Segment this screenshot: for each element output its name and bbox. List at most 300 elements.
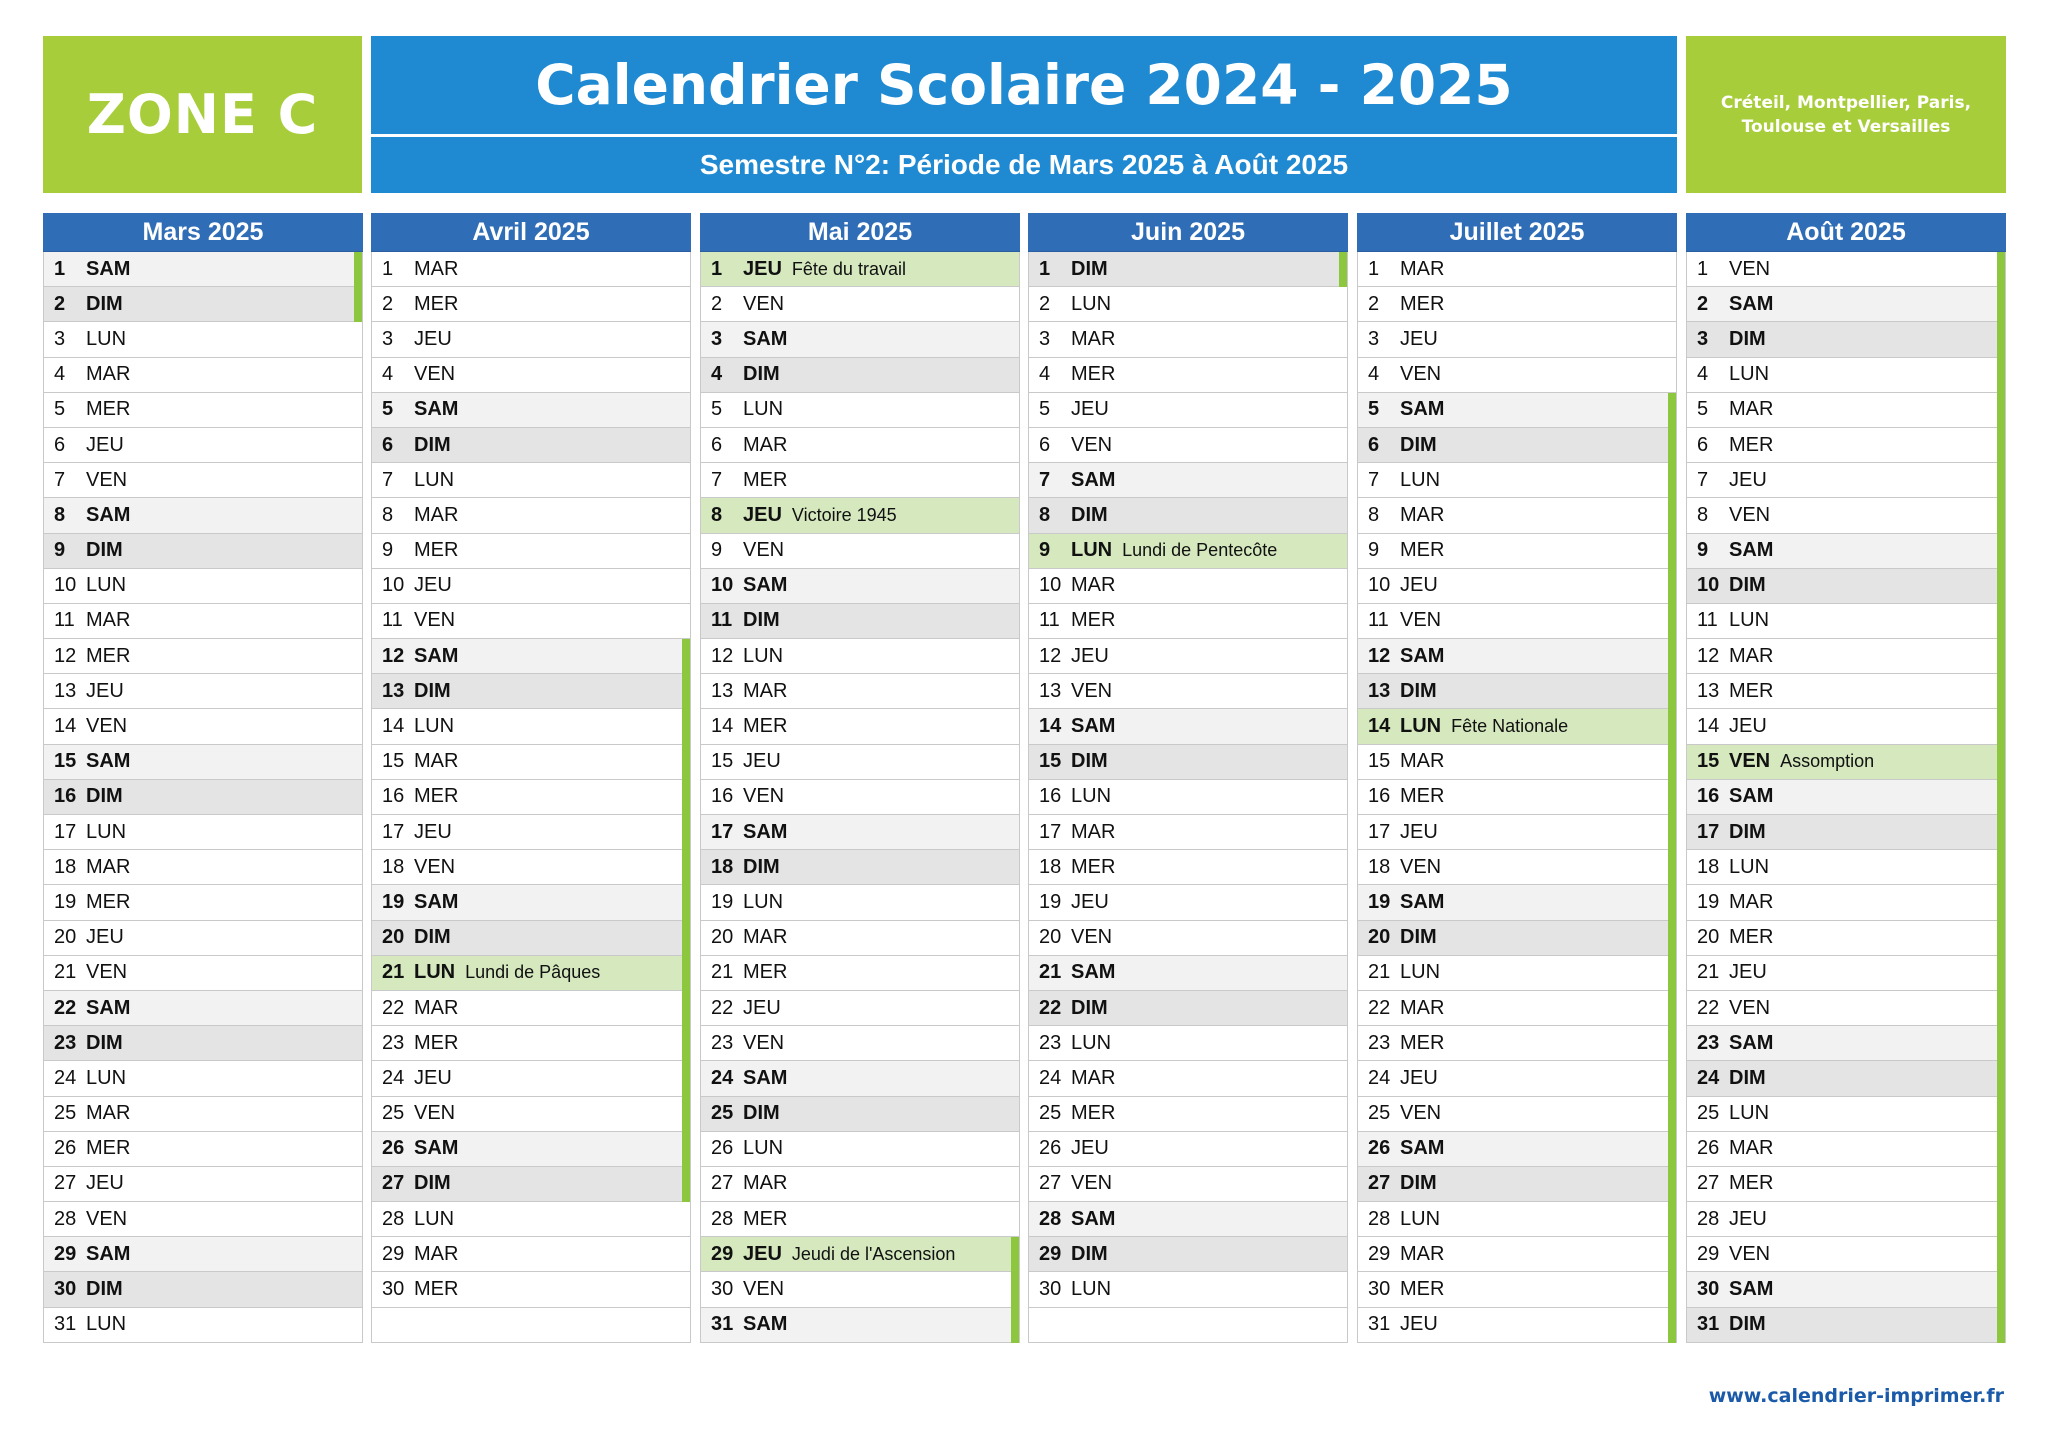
month-header: Mars 2025	[43, 213, 363, 252]
day-number: 7	[1368, 468, 1380, 491]
day-row	[371, 815, 691, 850]
day-row	[1028, 393, 1348, 428]
day-name: DIM	[1729, 820, 1766, 843]
day-name: MER	[1400, 1278, 1445, 1301]
day-row	[1028, 1237, 1348, 1272]
day-name: VEN	[1729, 257, 1771, 280]
day-name: MER	[86, 1137, 131, 1160]
vacation-marker	[1997, 1272, 2005, 1307]
day-number: 21	[1368, 961, 1391, 984]
vacation-marker	[1668, 1061, 1676, 1096]
day-name: SAM	[1729, 785, 1774, 808]
day-name: MAR	[86, 1102, 131, 1125]
day-number: 4	[382, 363, 394, 386]
day-name: DIM	[743, 363, 780, 386]
month-column	[1686, 213, 2006, 1343]
day-number: 28	[1697, 1207, 1720, 1230]
vacation-marker	[682, 921, 690, 956]
day-row	[1028, 534, 1348, 569]
day-number: 23	[1039, 1031, 1062, 1054]
day-row	[43, 498, 363, 533]
day-name: VEN	[1729, 1242, 1771, 1265]
day-name: LUN	[743, 890, 784, 913]
day-row	[371, 322, 691, 357]
day-number: 8	[1697, 503, 1709, 526]
vacation-marker	[682, 674, 690, 709]
day-name: JEU	[1729, 715, 1767, 738]
day-row	[1686, 498, 2006, 533]
day-name: VEN	[1400, 363, 1442, 386]
day-number: 8	[711, 503, 723, 526]
day-number: 29	[1039, 1242, 1062, 1265]
day-number: 9	[1368, 539, 1380, 562]
day-row	[371, 463, 691, 498]
day-number: 15	[382, 750, 405, 773]
vacation-marker	[1997, 569, 2005, 604]
day-row	[371, 1026, 691, 1061]
day-row	[1357, 956, 1677, 991]
day-row	[371, 956, 691, 991]
day-row	[700, 569, 1020, 604]
day-name: LUN	[1071, 785, 1112, 808]
day-row	[371, 850, 691, 885]
day-name: SAM	[414, 890, 459, 913]
day-row	[371, 569, 691, 604]
day-row	[371, 428, 691, 463]
day-row	[43, 534, 363, 569]
day-name: MER	[1071, 1102, 1116, 1125]
vacation-marker	[1997, 604, 2005, 639]
day-number: 6	[1697, 433, 1709, 456]
day-row	[700, 1097, 1020, 1132]
day-row	[1686, 463, 2006, 498]
day-number: 13	[1697, 679, 1720, 702]
day-name: MAR	[1729, 398, 1774, 421]
day-number: 7	[54, 468, 66, 491]
day-name: MAR	[1400, 996, 1445, 1019]
day-number: 10	[54, 574, 77, 597]
day-number: 6	[1368, 433, 1380, 456]
day-row	[1686, 569, 2006, 604]
day-name: SAM	[743, 820, 788, 843]
day-row	[1686, 1061, 2006, 1096]
day-row	[700, 1167, 1020, 1202]
day-name: LUN	[414, 715, 455, 738]
day-name: LUN	[86, 574, 127, 597]
day-number: 18	[711, 855, 734, 878]
vacation-marker	[682, 1026, 690, 1061]
day-name: LUN	[1071, 1278, 1112, 1301]
vacation-marker	[1997, 393, 2005, 428]
day-row	[1357, 1132, 1677, 1167]
day-name: JEU	[1729, 961, 1767, 984]
day-name: MER	[414, 1031, 459, 1054]
day-name: DIM	[414, 433, 451, 456]
day-name: LUN	[1400, 1207, 1441, 1230]
day-row	[43, 1308, 363, 1343]
day-number: 15	[1039, 750, 1062, 773]
month-header: Juillet 2025	[1357, 213, 1677, 252]
day-number: 25	[711, 1102, 734, 1125]
day-number: 1	[1368, 257, 1380, 280]
day-row	[700, 1026, 1020, 1061]
day-row	[1028, 569, 1348, 604]
day-name: DIM	[1400, 1172, 1437, 1195]
day-row	[1028, 745, 1348, 780]
day-row	[1686, 393, 2006, 428]
day-number: 22	[1039, 996, 1062, 1019]
day-row	[1686, 991, 2006, 1026]
day-row	[1028, 1167, 1348, 1202]
day-number: 28	[1368, 1207, 1391, 1230]
day-row	[1686, 252, 2006, 287]
day-number: 10	[711, 574, 734, 597]
vacation-marker	[1997, 252, 2005, 287]
day-row	[1028, 1272, 1348, 1307]
day-number: 28	[382, 1207, 405, 1230]
day-number: 22	[711, 996, 734, 1019]
day-row	[371, 1202, 691, 1237]
day-number: 26	[711, 1137, 734, 1160]
day-row	[700, 709, 1020, 744]
vacation-marker	[682, 885, 690, 920]
vacation-marker	[1668, 956, 1676, 991]
day-name: DIM	[1071, 750, 1108, 773]
day-row	[43, 1132, 363, 1167]
day-number: 8	[382, 503, 394, 526]
day-number: 29	[1368, 1242, 1391, 1265]
holiday-label: Lundi de Pâques	[465, 962, 601, 983]
day-row	[1686, 1132, 2006, 1167]
day-name: VEN	[1071, 679, 1113, 702]
day-row	[43, 1097, 363, 1132]
day-row	[700, 498, 1020, 533]
day-row	[1686, 815, 2006, 850]
day-number: 25	[1697, 1102, 1720, 1125]
day-number: 21	[1039, 961, 1062, 984]
day-row	[700, 921, 1020, 956]
vacation-marker	[682, 1061, 690, 1096]
day-row	[371, 1097, 691, 1132]
day-row	[371, 1308, 691, 1343]
day-number: 22	[382, 996, 405, 1019]
day-name: MAR	[743, 679, 788, 702]
vacation-marker	[682, 991, 690, 1026]
day-name: DIM	[1729, 1313, 1766, 1336]
day-name: LUN	[1071, 539, 1113, 562]
day-number: 20	[711, 926, 734, 949]
day-row	[1028, 991, 1348, 1026]
day-name: MAR	[1071, 1066, 1116, 1089]
day-number: 15	[1697, 750, 1720, 773]
vacation-marker	[1668, 498, 1676, 533]
day-name: DIM	[743, 1102, 780, 1125]
day-row	[700, 463, 1020, 498]
day-row	[1357, 428, 1677, 463]
page-subtitle: Semestre N°2: Période de Mars 2025 à Août 2025	[699, 149, 1349, 180]
day-row	[1686, 850, 2006, 885]
day-name: DIM	[1071, 996, 1108, 1019]
day-number: 7	[1039, 468, 1051, 491]
day-name: SAM	[743, 574, 788, 597]
day-row	[1028, 1097, 1348, 1132]
day-name: LUN	[86, 1313, 127, 1336]
vacation-marker	[1668, 1237, 1676, 1272]
day-number: 17	[382, 820, 405, 843]
day-row	[371, 1272, 691, 1307]
day-number: 30	[1368, 1278, 1391, 1301]
day-row	[1357, 463, 1677, 498]
day-name: JEU	[1071, 398, 1109, 421]
vacation-marker	[1997, 885, 2005, 920]
day-name: MER	[1071, 855, 1116, 878]
day-number: 8	[1368, 503, 1380, 526]
day-name: MER	[1071, 609, 1116, 632]
day-number: 18	[54, 855, 77, 878]
day-name: LUN	[414, 1207, 455, 1230]
day-row	[1028, 1202, 1348, 1237]
day-number: 5	[1039, 398, 1051, 421]
day-number: 16	[711, 785, 734, 808]
day-number: 24	[382, 1066, 405, 1089]
day-row	[1686, 1272, 2006, 1307]
day-number: 21	[711, 961, 734, 984]
day-name: JEU	[414, 327, 452, 350]
day-name: MAR	[414, 257, 459, 280]
day-name: MAR	[86, 363, 131, 386]
day-number: 26	[1697, 1137, 1720, 1160]
day-row	[1686, 780, 2006, 815]
day-row	[1357, 921, 1677, 956]
day-row	[43, 393, 363, 428]
vacation-marker	[1668, 463, 1676, 498]
vacation-marker	[1997, 1061, 2005, 1096]
day-name: MAR	[1400, 257, 1445, 280]
day-row	[371, 1061, 691, 1096]
day-row	[1686, 358, 2006, 393]
day-number: 19	[382, 890, 405, 913]
day-row	[371, 1167, 691, 1202]
day-number: 20	[1039, 926, 1062, 949]
day-number: 29	[1697, 1242, 1720, 1265]
day-number: 18	[1697, 855, 1720, 878]
day-name: LUN	[743, 398, 784, 421]
day-row	[1028, 674, 1348, 709]
website-link[interactable]: www.calendrier-imprimer.fr	[1708, 1385, 2004, 1407]
day-name: VEN	[86, 715, 128, 738]
day-number: 14	[1368, 715, 1391, 738]
day-number: 23	[1697, 1031, 1720, 1054]
day-number: 17	[1368, 820, 1391, 843]
day-name: VEN	[1400, 1102, 1442, 1125]
day-number: 7	[711, 468, 723, 491]
day-number: 16	[1039, 785, 1062, 808]
day-name: LUN	[1729, 1102, 1770, 1125]
day-row	[1686, 1167, 2006, 1202]
day-name: VEN	[414, 1102, 456, 1125]
day-name: DIM	[1729, 1066, 1766, 1089]
day-row	[1686, 956, 2006, 991]
day-number: 12	[1368, 644, 1391, 667]
day-number: 24	[54, 1066, 77, 1089]
day-name: LUN	[1071, 292, 1112, 315]
day-row	[1028, 322, 1348, 357]
day-row	[1028, 1026, 1348, 1061]
day-row	[1686, 921, 2006, 956]
day-name: MER	[743, 715, 788, 738]
day-number: 2	[382, 292, 394, 315]
day-row	[43, 428, 363, 463]
vacation-marker	[1997, 1237, 2005, 1272]
day-name: JEU	[1071, 890, 1109, 913]
day-row	[1686, 639, 2006, 674]
day-number: 10	[382, 574, 405, 597]
day-number: 3	[711, 327, 723, 350]
page-title: Calendrier Scolaire 2024 - 2025	[535, 53, 1513, 117]
day-number: 12	[711, 644, 734, 667]
vacation-marker	[1997, 921, 2005, 956]
day-number: 27	[1368, 1172, 1391, 1195]
day-row	[700, 745, 1020, 780]
day-row	[1357, 674, 1677, 709]
vacation-marker	[1997, 1167, 2005, 1202]
day-row	[700, 1308, 1020, 1343]
day-row	[1357, 322, 1677, 357]
day-row	[1028, 1132, 1348, 1167]
day-name: DIM	[1400, 679, 1437, 702]
day-row	[700, 534, 1020, 569]
day-name: MAR	[1071, 574, 1116, 597]
day-row	[1028, 921, 1348, 956]
day-number: 10	[1697, 574, 1720, 597]
day-row	[1028, 287, 1348, 322]
day-row	[1357, 393, 1677, 428]
day-number: 21	[1697, 961, 1720, 984]
day-number: 11	[54, 609, 75, 632]
vacation-marker	[1668, 1097, 1676, 1132]
day-row	[43, 921, 363, 956]
day-row	[371, 709, 691, 744]
day-number: 17	[1039, 820, 1062, 843]
day-name: MAR	[1400, 1242, 1445, 1265]
day-name: JEU	[1729, 468, 1767, 491]
day-number: 21	[54, 961, 77, 984]
day-number: 26	[1368, 1137, 1391, 1160]
vacation-marker	[682, 780, 690, 815]
day-number: 13	[711, 679, 734, 702]
day-row	[1686, 674, 2006, 709]
day-row	[1686, 1237, 2006, 1272]
zone-text: ZONE C	[86, 83, 319, 146]
day-number: 9	[382, 539, 394, 562]
day-number: 30	[382, 1278, 405, 1301]
day-row	[700, 393, 1020, 428]
vacation-marker	[1997, 1132, 2005, 1167]
day-row	[700, 428, 1020, 463]
day-row	[43, 604, 363, 639]
day-row	[371, 745, 691, 780]
day-number: 22	[54, 996, 77, 1019]
day-row	[1028, 709, 1348, 744]
vacation-marker	[1997, 991, 2005, 1026]
day-name: MAR	[414, 750, 459, 773]
day-name: SAM	[1400, 398, 1445, 421]
day-number: 15	[54, 750, 77, 773]
day-number: 4	[1368, 363, 1380, 386]
day-name: DIM	[1071, 503, 1108, 526]
day-number: 30	[1697, 1278, 1720, 1301]
day-name: DIM	[86, 539, 123, 562]
day-number: 24	[1368, 1066, 1391, 1089]
day-name: MAR	[1729, 890, 1774, 913]
day-row	[1686, 885, 2006, 920]
day-name: LUN	[86, 820, 127, 843]
vacation-marker	[1997, 498, 2005, 533]
day-name: MAR	[1729, 644, 1774, 667]
day-row	[1357, 604, 1677, 639]
day-row	[43, 674, 363, 709]
vacation-marker	[1997, 1308, 2005, 1343]
day-number: 14	[54, 715, 77, 738]
day-row	[700, 1202, 1020, 1237]
day-number: 28	[711, 1207, 734, 1230]
day-row	[1028, 885, 1348, 920]
day-name: SAM	[1071, 1207, 1116, 1230]
vacation-marker	[682, 1097, 690, 1132]
month-column	[700, 213, 1020, 1343]
day-row	[1028, 1308, 1348, 1343]
day-row	[371, 780, 691, 815]
day-number: 6	[54, 433, 66, 456]
day-row	[43, 815, 363, 850]
day-number: 5	[382, 398, 394, 421]
vacation-marker	[1668, 1132, 1676, 1167]
vacation-marker	[682, 639, 690, 674]
day-name: VEN	[743, 1031, 785, 1054]
day-row	[1028, 463, 1348, 498]
day-name: MAR	[1400, 750, 1445, 773]
vacation-marker	[682, 1167, 690, 1202]
day-name: MER	[1400, 292, 1445, 315]
day-name: SAM	[1400, 1137, 1445, 1160]
day-name: VEN	[743, 292, 785, 315]
day-number: 7	[382, 468, 394, 491]
day-row	[1028, 498, 1348, 533]
day-name: SAM	[1071, 715, 1116, 738]
zone-label	[43, 36, 362, 193]
holiday-label: Assomption	[1780, 751, 1875, 772]
day-name: MER	[86, 398, 131, 421]
vacation-marker	[682, 745, 690, 780]
day-row	[700, 604, 1020, 639]
day-number: 19	[711, 890, 734, 913]
vacation-marker	[1668, 674, 1676, 709]
day-number: 27	[1039, 1172, 1062, 1195]
day-name: VEN	[1400, 609, 1442, 632]
day-row	[43, 780, 363, 815]
month-column	[43, 213, 363, 1343]
vacation-marker	[1668, 393, 1676, 428]
day-name: SAM	[1729, 292, 1774, 315]
day-name: MAR	[1071, 327, 1116, 350]
day-row	[1028, 850, 1348, 885]
day-name: VEN	[1729, 750, 1771, 773]
day-number: 1	[382, 257, 394, 280]
day-number: 25	[1368, 1102, 1391, 1125]
day-number: 30	[1039, 1278, 1062, 1301]
day-row	[371, 1132, 691, 1167]
day-row	[700, 780, 1020, 815]
